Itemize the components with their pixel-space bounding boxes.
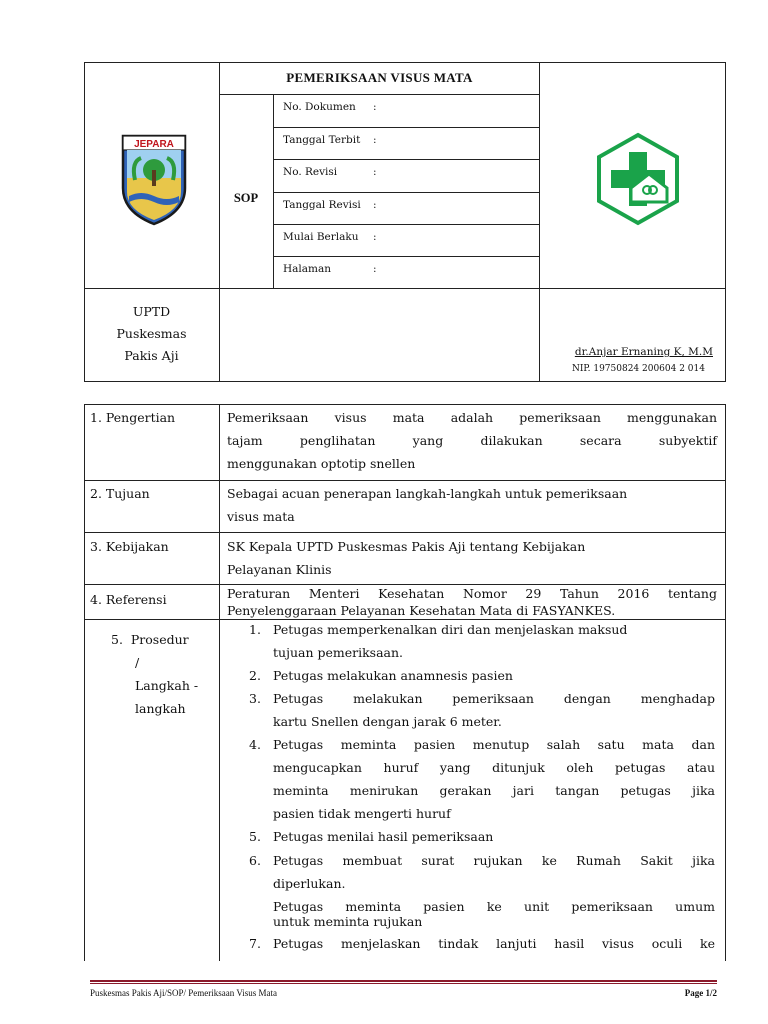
footer-left-text: Puskesmas Pakis Aji/SOP/ Pemeriksaan Visus Mata — [90, 988, 278, 998]
section-text-tujuan — [227, 482, 717, 528]
step-line: Petugas meminta pasien menutup salah satu mata dan — [273, 737, 715, 752]
svg-text:JEPARA: JEPARA — [134, 139, 174, 150]
step-line: Petugas melakukan pemeriksaan dengan menghadap — [273, 691, 715, 706]
step-line: meminta menirukan gerakan jari tangan petugas jika — [273, 783, 715, 798]
field-halaman: Halaman — [283, 263, 332, 275]
text-line: tajam penglihatan yang dilakukan secara subyektif — [227, 433, 717, 448]
step-line: Petugas menjelaskan tindak lanjuti hasil visus oculi ke — [273, 936, 715, 951]
text-line: Sebagai acuan penerapan langkah-langkah untuk pemeriksaan — [227, 486, 628, 501]
procedure-label-line: 5. Prosedur — [111, 632, 189, 647]
step-number: 4. — [249, 737, 261, 752]
field-tanggal-terbit: Tanggal Terbit — [283, 134, 361, 146]
text-line: Pemeriksaan visus mata adalah pemeriksaan menggunakan — [227, 410, 717, 425]
text-line: SK Kepala UPTD Puskesmas Pakis Aji tentang Kebijakan — [227, 539, 586, 554]
step-line: Petugas membuat surat rujukan ke Rumah Sakit jika — [273, 853, 715, 868]
step-line: mengucapkan huruf yang ditunjuk oleh petugas atau — [273, 760, 715, 775]
text-line: Penyelenggaraan Pelayanan Kesehatan Mata di FASYANKES. — [227, 603, 616, 618]
text-line: visus mata — [227, 509, 295, 524]
org-name — [84, 301, 219, 367]
step-line: Petugas melakukan anamnesis pasien — [273, 668, 513, 683]
section-text-kebijakan — [227, 535, 717, 581]
procedure-label-line: / — [135, 655, 140, 670]
field-sep: : — [373, 231, 377, 243]
section-label-kebijakan: 3. Kebijakan — [90, 539, 169, 554]
puskesmas-logo — [591, 132, 685, 226]
field-mulai-berlaku: Mulai Berlaku — [283, 231, 359, 243]
org-line: UPTD — [132, 304, 171, 319]
field-tanggal-revisi: Tanggal Revisi — [283, 199, 361, 211]
step-line: tujuan pemeriksaan. — [273, 645, 404, 660]
step-number: 3. — [249, 691, 261, 706]
step-line: Petugas meminta pasien ke unit pemeriksaan umum — [273, 899, 715, 914]
field-sep: : — [373, 199, 377, 211]
step-number: 1. — [249, 622, 261, 637]
section-label-pengertian: 1. Pengertian — [90, 410, 176, 425]
sop-label: SOP — [233, 191, 259, 205]
field-no-revisi: No. Revisi — [283, 166, 338, 178]
step-number: 7. — [249, 936, 261, 951]
step-line: untuk meminta rujukan — [273, 914, 423, 929]
step-number: 2. — [249, 668, 261, 683]
document-title: PEMERIKSAAN VISUS MATA — [286, 70, 473, 85]
footer-page-number: Page 1/2 — [684, 988, 717, 998]
procedure-label-line: Langkah - — [135, 678, 199, 693]
org-line: Puskesmas — [116, 326, 187, 341]
field-sep: : — [373, 101, 377, 113]
jepara-emblem-logo — [117, 130, 191, 226]
step-number: 5. — [249, 829, 261, 844]
section-label-tujuan: 2. Tujuan — [90, 486, 150, 501]
field-no-dokumen: No. Dokumen — [283, 101, 356, 113]
section-label-referensi: 4. Referensi — [90, 592, 167, 607]
step-line: kartu Snellen dengan jarak 6 meter. — [273, 714, 502, 729]
section-label-prosedur — [111, 628, 198, 720]
footer-rule-thin — [90, 983, 717, 984]
signer-nip: NIP. 19750824 200604 2 014 — [571, 364, 705, 374]
field-sep: : — [373, 166, 377, 178]
step-number: 6. — [249, 853, 261, 868]
step-line: Petugas memperkenalkan diri dan menjelaskan maksud — [273, 622, 628, 637]
section-text-referensi — [227, 585, 717, 619]
procedure-label-line: langkah — [135, 701, 186, 716]
signer-name: dr.Anjar Ernaning K, M.M — [574, 346, 713, 358]
footer-rule — [90, 980, 717, 982]
step-line: Petugas menilai hasil pemeriksaan — [273, 829, 494, 844]
text-line: menggunakan optotip snellen — [227, 456, 416, 471]
section-text-pengertian — [227, 406, 717, 475]
step-line: pasien tidak mengerti huruf — [273, 806, 451, 821]
org-line: Pakis Aji — [124, 348, 179, 363]
field-sep: : — [373, 263, 377, 275]
text-line: Pelayanan Klinis — [227, 562, 332, 577]
field-sep: : — [373, 134, 377, 146]
step-line: diperlukan. — [273, 876, 346, 891]
text-line: Peraturan Menteri Kesehatan Nomor 29 Tahun 2016 tentang — [227, 586, 717, 601]
